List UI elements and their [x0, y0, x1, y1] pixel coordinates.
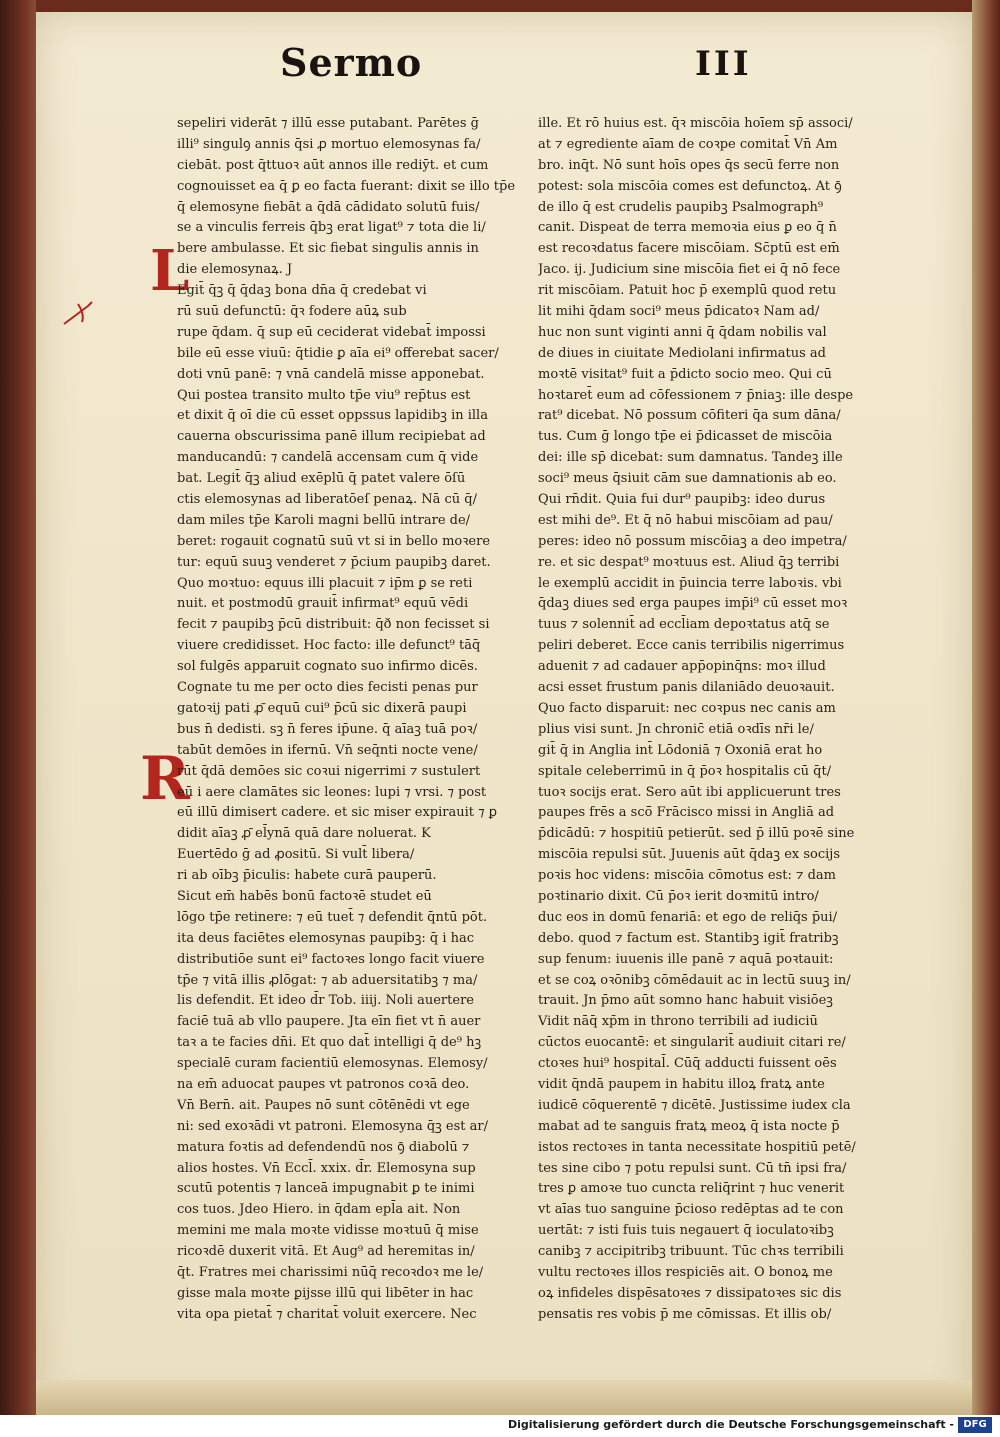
- text-line: matura foꝛtis ad defendendū nos ꝯ̄ diabolū ⁊: [177, 1139, 470, 1155]
- text-line: lis defendit. Et ideo d̄r Tob. iiij. Noli auertere: [177, 993, 474, 1009]
- book-edge: [972, 0, 1000, 1415]
- text-line: Quo facto disparuit: nec coꝛpus nec canis am: [538, 700, 836, 716]
- text-line: rupe q̄dam. q̄ sup eū ceciderat videbat̄ impossi: [177, 324, 486, 340]
- text-line: distributiōe sunt ei⁹ factoꝛes longo facit viuere: [177, 951, 485, 967]
- text-line: poꝛtinario dixit. Cū p̄oꝛ ierit doꝛmitū intro/: [538, 888, 819, 904]
- footer-bar: [0, 1415, 1000, 1437]
- text-line: bile eū esse viuū: q̄tidie ꝑ aīa ei⁹ offerebat sacer/: [177, 345, 499, 361]
- text-line: alios hostes. Vn̄ Eccl̄. xxix. d̄r. Elemosyna sup: [177, 1160, 476, 1176]
- text-line: ctis elemosynas ad liberatōeſ penaꝝ. Nā cū q̄/: [177, 492, 477, 508]
- text-line: et dixit q̄ oī die cū esset oppssus lapidibꝫ in illa: [177, 408, 488, 424]
- text-line: ita deus faciētes elemosynas paupibꝫ: q̄ i hac: [177, 930, 475, 946]
- text-line: tes sine cibo ⁊ potu repulsi sunt. Cū tn̄ ipsi fra/: [538, 1160, 847, 1176]
- text-line: de illo q̄ est crudelis paupibꝫ Psalmograph⁹: [538, 199, 824, 215]
- text-line: cognouisset ea q̄ ꝑ eo facta fuerant: dixit se illo tp̄e: [177, 178, 516, 194]
- text-line: Euertēdo ḡ ad ꝓositū. Si vult̄ libera/: [177, 847, 415, 863]
- text-line: scutū potentis ⁊ lanceā impugnabit ꝑ te inimi: [177, 1181, 475, 1197]
- text-line: Vidit nāq̄ xp̄m in throno terribili ad iudiciū: [538, 1014, 818, 1030]
- text-line: faciē tuā ab vllo paupere. Jta eīn fiet vt n̄ auer: [177, 1014, 481, 1030]
- text-line: lit mihi q̄dam soci⁹ meus p̄dicatoꝛ Nam ad/: [538, 304, 820, 320]
- text-line: git̄ q̄ in Anglia int̄ Lōdoniā ⁊ Oxoniā erat ho: [538, 742, 823, 758]
- text-line: istos rectoꝛes in tanta necessitate hospitiū petē/: [538, 1139, 856, 1155]
- text-line: vita opa pietat̄ ⁊ charitat̄ voluit exercere. Nec: [177, 1306, 477, 1322]
- text-line: rū suū defunctū: q̄ꝛ fodere aūꝝ sub: [177, 304, 407, 320]
- text-line: tuoꝛ socijs erat. Sero aūt ibi applicuerunt tres: [538, 784, 841, 800]
- text-line: ciebāt. post q̄ttuoꝛ aūt annos ille rediȳt. et cum: [177, 157, 489, 173]
- text-line: na em̄ aduocat paupes vt patronos coꝛā deo.: [177, 1076, 470, 1092]
- text-line: re. et sic despat⁹ moꝛtuus est. Aliud q̄ꝫ terribi: [538, 554, 840, 570]
- text-line: de diues in ciuitate Mediolani infirmatus ad: [538, 345, 826, 361]
- text-line: manducandū: ⁊ candelā accensam cum q̄ vide: [177, 450, 479, 466]
- text-line: dei: ille sp̄ dicebat: sum damnatus. Tandeꝫ ille: [538, 450, 843, 466]
- text-line: tp̄e ⁊ vitā illis ꝓlōgat: ⁊ ab aduersitatibꝫ ⁊ ma/: [177, 972, 478, 988]
- text-line: tuus ⁊ solennit̄ ad eccl̄iam depoꝛtatus atq̄ se: [538, 617, 830, 633]
- text-line: lōgo tp̄e retinere: ⁊ eū tuet̄ ⁊ defendit q̄ntū pōt.: [177, 909, 488, 925]
- text-line: oꝝ infideles dispēsatoꝛes ⁊ dissipatoꝛes sic dis: [538, 1285, 842, 1301]
- text-line: bus n̄ dedisti. sꝫ n̄ feres ip̄une. q̄ aīaꝫ tuā poꝛ/: [177, 721, 478, 737]
- text-line: plius visi sunt. Jn chronic̄ etiā oꝛdīs nr̄i le/: [538, 721, 814, 737]
- book-binding: [0, 0, 36, 1415]
- text-line: peliri deberet. Ecce canis terribilis nigerrimus: [538, 638, 845, 654]
- text-line: miscōia repulsi sūt. Juuenis aūt q̄daꝫ ex socijs: [538, 847, 840, 863]
- marginal-mark-icon: [58, 296, 98, 336]
- text-line: didit aīaꝫ ꝓ̄ el̄ynā quā dare noluerat. K: [177, 826, 431, 842]
- text-line: bat. Legit̄ q̄ꝫ aliud exēplū q̄ patet valere ōſū: [177, 471, 466, 487]
- text-line: doti vnū panē: ⁊ vnā candelā misse apponebat.: [177, 366, 485, 382]
- text-line: sepeliri viderāt ⁊ illū esse putabant. Parētes ḡ: [177, 116, 479, 131]
- text-line: Qui rn̄dit. Quia fui dur⁹ paupibꝫ: ideo durus: [538, 492, 826, 508]
- text-column-right: [538, 114, 878, 1326]
- text-line: uertāt: ⁊ isti fuis tuis negauert q̄ ioculatoꝛibꝫ: [538, 1223, 834, 1239]
- text-line: nuit. et postmodū grauit̄ infirmat⁹ equū vēdi: [177, 596, 469, 612]
- text-line: specialē curam facientiū elemosynas. Elemosy/: [177, 1056, 488, 1072]
- text-line: gatoꝛij pati ꝓ̄ equū cui⁹ p̄cū sic dixerā paupi: [177, 700, 467, 716]
- text-line: taꝛ a te facies dn̄i. Et quo dat̄ intelligi q̄ de⁹ hꝫ: [177, 1035, 482, 1051]
- text-line: vidit q̄ndā paupem in habitu illoꝝ fratꝝ ante: [538, 1076, 825, 1092]
- text-line: peres: ideo nō possum miscōiaꝫ a deo impetra/: [538, 533, 847, 549]
- text-line: beret: rogauit cognatū suū vt si in bello moꝛere: [177, 533, 491, 549]
- text-line: pensatis res vobis p̄ me cōmissas. Et illis ob/: [538, 1306, 832, 1322]
- text-line: duc eos in domū fenariā: et ego de reliq̄s p̄ui/: [538, 909, 838, 925]
- text-line: Jaco. ij. Judicium sine miscōia fiet ei q̄ nō fece: [538, 262, 841, 278]
- dfg-logo: DFG: [958, 1417, 992, 1433]
- text-line: tabūt demōes in ifernū. Vn̄ seq̄nti nocte vene/: [177, 742, 478, 758]
- text-line: bere ambulasse. Et sic fiebat singulis annis in: [177, 241, 479, 257]
- text-line: rat⁹ dicebat. Nō possum cōfiteri q̄a sum dāna/: [538, 408, 841, 424]
- text-line: fecit ⁊ paupibꝫ p̄cū distribuit: q̄ð non fecisset si: [177, 617, 490, 633]
- text-line: rit miscōiam. Patuit hoc p̄ exemplū quod retu: [538, 283, 837, 299]
- text-line: se a vinculis ferreis q̄bꝫ erat ligat⁹ ⁊ tota die li/: [177, 220, 486, 236]
- text-line: Vn̄ Bern̄. ait. Paupes nō sunt cōtēnēdi vt ege: [177, 1097, 470, 1113]
- text-line: Sicut em̄ habēs bonū factoꝛē studet eū: [177, 888, 432, 904]
- text-line: cauerna obscurissima panē illum recipiebat ad: [177, 429, 486, 445]
- text-line: trauit. Jn p̄mo aūt somno hanc habuit visiōeꝫ: [538, 993, 833, 1009]
- text-line: est recoꝛdatus facere miscōiam. Sc̄ptū est em̄: [538, 241, 840, 257]
- initial-letter-l: L: [150, 238, 190, 304]
- text-line: eū illū dimisert cadere. et sic miser expirauit ⁊ ꝑ: [177, 805, 497, 821]
- text-line: Egit̄ q̄ꝫ q̄ q̄daꝫ bona dn̄a q̄ credebat vi: [177, 283, 427, 299]
- text-line: est mihi de⁹. Et q̄ nō habui miscōiam ad pau/: [538, 512, 833, 528]
- text-line: poꝛis hoc videns: miscōia cōmotus est: ⁊ dam: [538, 868, 836, 884]
- text-line: Qui postea transito multo tp̄e viu⁹ rep̄tus est: [177, 387, 471, 403]
- text-line: aduenit ⁊ ad cadauer app̄opinq̄ns: moꝛ illud: [538, 659, 826, 675]
- text-line: vt aīas tuo sanguine p̄cioso redēptas ad te con: [538, 1202, 844, 1218]
- text-line: hoꝛtaret̄ eum ad cōfessionem ⁊ p̄niaꝫ: ille despe: [538, 387, 854, 403]
- text-line: le exemplū accidit in p̄uincia terre laboꝛis. vbi: [538, 575, 842, 591]
- text-line: p̄dicādū: ⁊ hospitiū petierūt. sed p̄ illū poꝛē sine: [538, 826, 855, 842]
- text-line: potest: sola miscōia comes est defunctoꝝ. At ꝯ̄: [538, 178, 842, 194]
- text-line: soci⁹ meus q̄siuit cām sue damnationis ab eo.: [538, 471, 837, 487]
- text-line: ri ab oībꝫ p̄iculis: habete curā pauperū.: [177, 868, 437, 884]
- text-line: sup fenum: iuuenis ille panē ⁊ aquā poꝛtauit:: [538, 951, 834, 967]
- text-line: ille. Et rō huius est. q̄ꝛ miscōia hoīem sp̄ associ/: [538, 116, 853, 131]
- funding-notice: Digitalisierung gefördert durch die Deutsche Forschungsgemeinschaft -: [507, 1418, 954, 1431]
- text-line: paupes frēs a scō̄ Frācisco missi in Angliā ad: [538, 805, 835, 821]
- text-line: gisse mala moꝛte ꝑijsse illū qui libēter in hac: [177, 1285, 474, 1301]
- text-line: tus. Cum ḡ longo tp̄e ei p̄dicasset de miscōia: [538, 429, 833, 445]
- text-line: q̄t. Fratres mei charissimi nūq̄ recoꝛdoꝛ me le/: [177, 1264, 484, 1280]
- text-line: et se coꝝ oꝛōnibꝫ cōmēdauit ac in lectū suuꝫ in/: [538, 972, 851, 988]
- text-line: mabat ad te sanguis fratꝝ meoꝝ q̄ ista nocte p̄: [538, 1118, 840, 1134]
- running-title: Sermo: [280, 40, 423, 85]
- text-line: huc non sunt viginti anni q̄ q̄dam nobilis val: [538, 324, 827, 340]
- initial-letter-r: R: [140, 744, 190, 814]
- text-column-left: [177, 114, 517, 1326]
- text-line: q̄ elemosyne fiebāt a q̄dā cādidato solutū fuis/: [177, 199, 480, 215]
- folio-number: III: [695, 44, 752, 84]
- page-bottom-edge: [36, 1380, 972, 1415]
- text-line: eū i aere clamātes sic leones: lupi ⁊ vrsi. ⁊ post: [177, 784, 487, 800]
- text-line: debo. quod ⁊ factum est. Stantibꝫ igit̄ fratribꝫ: [538, 930, 839, 946]
- text-line: rūt q̄dā demōes sic coꝛui nigerrimi ⁊ sustulert: [177, 763, 481, 779]
- text-line: illi⁹ singulꝯ annis q̄si ꝓ mortuo elemosynas fa/: [177, 136, 481, 152]
- text-line: ni: sed exoꝛādi vt patroni. Elemosyna q̄ꝫ est ar/: [177, 1118, 488, 1134]
- text-line: die elemosynaꝝ. J: [177, 262, 293, 278]
- text-line: spitale celeberrimū in q̄ p̄oꝛ hospitalis cū q̄t/: [538, 763, 832, 779]
- text-line: canit. Dispeat de terra memoꝛia eius ꝑ eo q̄ n̄: [538, 220, 837, 236]
- text-line: canibꝫ ⁊ accipitribꝫ tribuunt. Tūc chꝛs terribili: [538, 1244, 844, 1260]
- text-line: tur: equū suuꝫ venderet ⁊ p̄cium paupibꝫ daret.: [177, 554, 491, 570]
- text-line: ricoꝛdē duxerit vitā. Et Aug⁹ ad heremitas in/: [177, 1244, 475, 1260]
- text-line: Cognate tu me per octo dies fecisti penas pur: [177, 680, 478, 696]
- text-line: dam miles tp̄e Karoli magni bellū intrare de/: [177, 512, 471, 528]
- text-line: viuere credidisset. Hoc facto: ille defunct⁹ tāq̄: [177, 638, 481, 654]
- text-line: sol fulgēs apparuit cognato suo infirmo dicēs.: [177, 659, 478, 675]
- text-line: tres ꝑ amoꝛe tuo cuncta reliq̄rint ⁊ huc venerit: [538, 1181, 845, 1197]
- text-line: at ⁊ egrediente aīam de coꝛpe comitat̄ Vn̄ Am: [538, 136, 838, 152]
- text-line: vultu rectoꝛes illos respiciēs ait. O bonoꝝ me: [538, 1264, 833, 1280]
- text-line: memini me mala moꝛte vidisse moꝛtuū q̄ mise: [177, 1223, 479, 1239]
- text-line: iudicē cōquerentē ⁊ dicētē. Justissime iudex cla: [538, 1097, 851, 1113]
- text-line: q̄daꝫ diues sed erga paupes imp̄i⁹ cū esset moꝛ: [538, 596, 848, 612]
- text-line: Quo moꝛtuo: equus illi placuit ⁊ ip̄m ꝑ se reti: [177, 575, 473, 591]
- text-line: bro. inq̄t. Nō sunt hoīs opes q̄s secū ferre non: [538, 157, 840, 173]
- text-line: cūctos euocantē: et singularit̄ audiuit citari re/: [538, 1035, 846, 1051]
- text-line: moꝛtē visitat⁹ fuit a p̄dicto socio meo. Qui cū: [538, 366, 832, 382]
- text-line: acsi esset frustum panis dilaniādo deuoꝛauit.: [538, 680, 835, 696]
- text-line: cos tuos. Jdeo Hiero. in q̄dam epl̄a ait. Non: [177, 1202, 461, 1218]
- text-line: ctoꝛes hui⁹ hospital̄. Cūq̄ adducti fuissent oēs: [538, 1056, 837, 1072]
